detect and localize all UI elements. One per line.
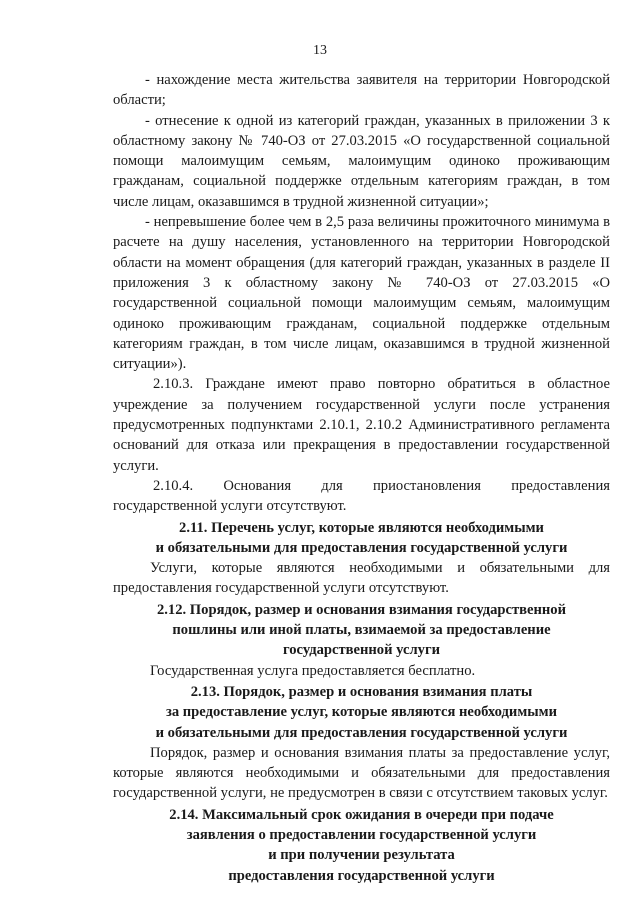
section-heading-2-13 bbox=[113, 682, 610, 743]
heading-line: и обязательными для предоставления государственной услуги bbox=[155, 724, 568, 741]
paragraph-2-11: Услуги, которые являются необходимыми и обязательными для предоставления государственной услуги отсутствуют. bbox=[113, 560, 610, 597]
heading-line: 2.13. Порядок, размер и основания взимания платы bbox=[190, 683, 533, 700]
section-heading-2-14 bbox=[113, 805, 610, 886]
paragraph-2-12: Государственная услуга предоставляется бесплатно. bbox=[150, 662, 476, 679]
heading-line: государственной услуги bbox=[282, 642, 441, 659]
heading-line: 2.14. Максимальный срок ожидания в очереди при подаче bbox=[169, 806, 554, 823]
page-content bbox=[113, 70, 610, 886]
page-number: 13 bbox=[313, 43, 327, 58]
list-item-income-limit: - непревышение более чем в 2,5 раза величины прожиточного минимума в расчете на душу населения, установленного на территории Новгородской области на момент обращения (для категорий граждан, указанных в разделе II приложения 3 к областному закону № 740-ОЗ от 27.03.2015 «О государственной социальной помощи малоимущим семьям, малоимущим одиноко проживающим гражданам, социальной поддержке отдельным категориям граждан, в том числе лицам, оказавшимся в трудной жизненной ситуации»). bbox=[113, 214, 610, 373]
heading-line: 2.11. Перечень услуг, которые являются необходимыми bbox=[179, 519, 544, 536]
paragraph-2-13: Порядок, размер и основания взимания платы за предоставление услуг, которые являются необходимыми и обязательными для предоставления государственной услуги, не предусмотрен в связи с отсутствием таковых услуг. bbox=[113, 744, 610, 802]
heading-line: за предоставление услуг, которые являются необходимыми bbox=[165, 704, 558, 721]
heading-line: и при получении результата bbox=[268, 847, 455, 864]
list-item-residence: - нахождение места жительства заявителя на территории Новгородской области; bbox=[113, 72, 610, 109]
subclause-2-10-3: 2.10.3. Граждане имеют право повторно обратиться в областное учреждение за получением государственной услуги после устранения предусмотренных подпунктами 2.10.1, 2.10.2 Административного регламента оснований для отказа или прекращения в предоставлении государственной услуги. bbox=[113, 376, 610, 474]
heading-line: заявления о предоставлении государственной услуги bbox=[186, 826, 537, 843]
list-item-citizen-category: - отнесение к одной из категорий граждан, указанных в приложении 3 к областному закону № 740-ОЗ от 27.03.2015 «О государственной социальной помощи малоимущим семьям, малоимущим одиноко проживающим гражданам, социальной поддержке отдельным категориям граждан, в том числе лицам, оказавшимся в трудной жизненной ситуации»; bbox=[113, 112, 610, 210]
section-heading-2-11 bbox=[113, 518, 610, 559]
heading-line: и обязательными для предоставления государственной услуги bbox=[155, 539, 568, 556]
section-heading-2-12 bbox=[113, 600, 610, 661]
heading-line: 2.12. Порядок, размер и основания взимания государственной bbox=[156, 601, 567, 618]
heading-line: предоставления государственной услуги bbox=[228, 867, 495, 884]
subclause-2-10-4: 2.10.4. Основания для приостановления предоставления государственной услуги отсутствуют. bbox=[113, 477, 610, 515]
heading-line: пошлины или иной платы, взимаемой за предоставление bbox=[172, 622, 551, 639]
